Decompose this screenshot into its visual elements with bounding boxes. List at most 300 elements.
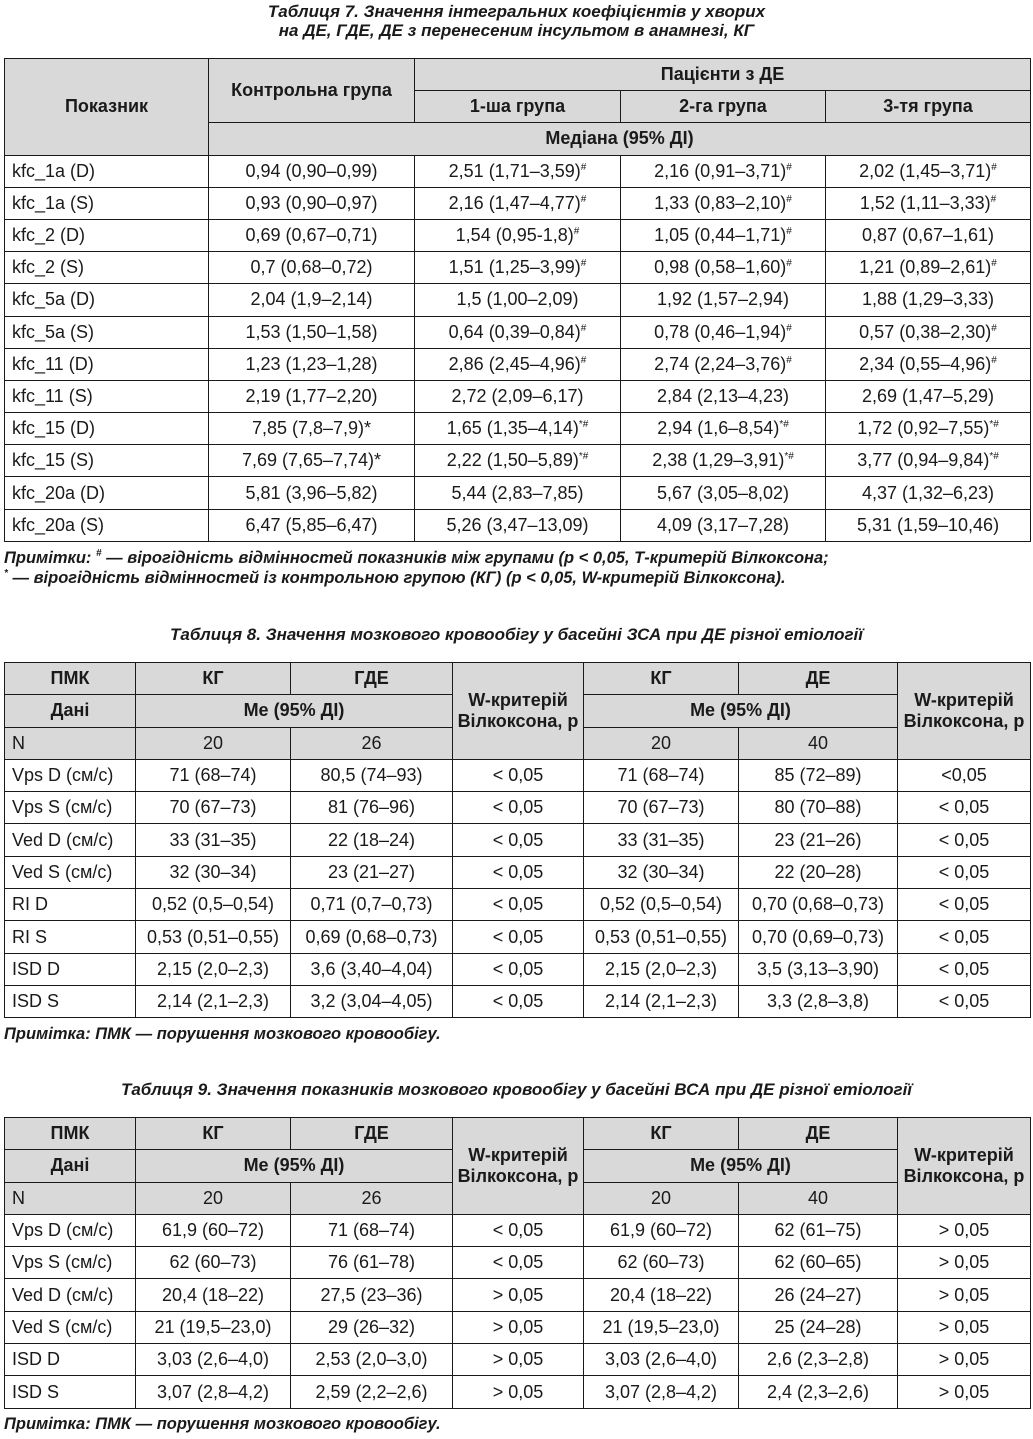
table-cell: 2,14 (2,1–2,3) bbox=[584, 985, 739, 1017]
n-kg: 20 bbox=[584, 727, 739, 759]
n-de: 40 bbox=[739, 1182, 898, 1214]
table-cell bbox=[826, 348, 1031, 380]
table-cell: < 0,05 bbox=[898, 953, 1031, 985]
row-label: RI D bbox=[5, 889, 136, 921]
cell-value: 1,92 (1,57–2,94) bbox=[656, 289, 790, 310]
significance-mark: # bbox=[580, 161, 587, 173]
cell-value: 4,37 (1,32–6,23) bbox=[861, 482, 995, 503]
cell-value: 0,69 (0,67–0,71) bbox=[245, 225, 378, 246]
table-cell bbox=[209, 509, 415, 541]
row-label: kfc_11 (S) bbox=[5, 380, 209, 412]
header-patients: Пацієнти з ДЕ bbox=[415, 59, 1031, 91]
table-cell: 62 (61–75) bbox=[739, 1214, 898, 1246]
table-cell bbox=[621, 252, 826, 284]
table-cell bbox=[415, 316, 621, 348]
table7-body bbox=[5, 155, 1031, 541]
cell-value: 0,78 (0,46–1,94) bbox=[654, 321, 787, 342]
table-cell bbox=[621, 413, 826, 445]
table-row bbox=[5, 889, 1031, 921]
cell-value: 2,34 (0,55–4,96) bbox=[859, 353, 992, 374]
table-cell: 3,03 (2,6–4,0) bbox=[136, 1344, 291, 1376]
significance-mark: # bbox=[573, 226, 580, 238]
cell-value: 2,69 (1,47–5,29) bbox=[861, 385, 995, 406]
table-cell: 27,5 (23–36) bbox=[291, 1279, 453, 1311]
table8-body bbox=[5, 759, 1031, 1017]
table-cell: 21 (19,5–23,0) bbox=[136, 1311, 291, 1343]
significance-mark: *# bbox=[779, 419, 789, 431]
table8-caption: Таблиця 8. Значення мозкового кровообігу у басейні ЗСА при ДЕ різної етіології bbox=[169, 625, 863, 644]
table-row bbox=[5, 1344, 1031, 1376]
table-cell bbox=[209, 252, 415, 284]
row-label: kfc_11 (D) bbox=[5, 348, 209, 380]
table-cell: 32 (30–34) bbox=[136, 856, 291, 888]
cell-value: 1,53 (1,50–1,58) bbox=[245, 321, 378, 342]
table8 bbox=[4, 662, 1031, 1018]
table-cell: 33 (31–35) bbox=[584, 824, 739, 856]
table-cell bbox=[209, 477, 415, 509]
table-cell bbox=[621, 187, 826, 219]
table-cell bbox=[415, 187, 621, 219]
table-cell: 23 (21–26) bbox=[739, 824, 898, 856]
header-dani: Дані bbox=[5, 695, 136, 727]
table-cell: 71 (68–74) bbox=[584, 759, 739, 791]
table-cell bbox=[209, 187, 415, 219]
row-label: ISD S bbox=[5, 985, 136, 1017]
table-row bbox=[5, 1376, 1031, 1408]
table-row bbox=[5, 1279, 1031, 1311]
cell-value: 3,77 (0,94–9,84) bbox=[857, 450, 990, 471]
header-wilcoxon: W-критерій Вілкоксона, р bbox=[453, 1118, 584, 1215]
table-row bbox=[5, 1247, 1031, 1279]
cell-value: 1,65 (1,35–4,14) bbox=[446, 418, 579, 439]
table-cell: 20,4 (18–22) bbox=[584, 1279, 739, 1311]
table-row bbox=[5, 985, 1031, 1017]
table-cell: < 0,05 bbox=[453, 1247, 584, 1279]
table-cell bbox=[209, 413, 415, 445]
header-gde: ГДЕ bbox=[291, 1118, 453, 1150]
table-row bbox=[5, 445, 1031, 477]
table-cell: < 0,05 bbox=[453, 792, 584, 824]
table-cell bbox=[415, 284, 621, 316]
note-symbol-star: * bbox=[4, 568, 8, 579]
table-row bbox=[5, 316, 1031, 348]
table7 bbox=[4, 58, 1031, 542]
table-cell: 22 (18–24) bbox=[291, 824, 453, 856]
table-cell: 0,53 (0,51–0,55) bbox=[136, 921, 291, 953]
row-label: Vps S (см/с) bbox=[5, 792, 136, 824]
table-cell bbox=[826, 252, 1031, 284]
table-cell: > 0,05 bbox=[898, 1311, 1031, 1343]
cell-value: 4,09 (3,17–7,28) bbox=[656, 514, 790, 535]
table-cell: > 0,05 bbox=[453, 1344, 584, 1376]
table7-note-line2 bbox=[4, 568, 1033, 588]
table-cell bbox=[621, 219, 826, 251]
table-cell bbox=[209, 380, 415, 412]
table-cell: 76 (61–78) bbox=[291, 1247, 453, 1279]
table8-header bbox=[5, 663, 1031, 760]
table-row bbox=[5, 921, 1031, 953]
table-cell: 71 (68–74) bbox=[291, 1214, 453, 1246]
table-cell: 0,70 (0,69–0,73) bbox=[739, 921, 898, 953]
table9-note: Примітка: ПМК — порушення мозкового кровообігу. bbox=[4, 1415, 441, 1433]
table-cell bbox=[209, 219, 415, 251]
table-cell bbox=[209, 445, 415, 477]
cell-value: 2,84 (2,13–4,23) bbox=[656, 385, 790, 406]
cell-value: 1,88 (1,29–3,33) bbox=[861, 289, 995, 310]
header-pmk: ПМК bbox=[5, 1118, 136, 1150]
cell-value: 2,04 (1,9–2,14) bbox=[250, 289, 373, 310]
table-cell bbox=[415, 509, 621, 541]
table-cell bbox=[826, 509, 1031, 541]
header-kg: КГ bbox=[584, 663, 739, 695]
cell-value: 2,74 (2,24–3,76) bbox=[654, 353, 787, 374]
cell-value: 2,94 (1,6–8,54) bbox=[657, 418, 780, 439]
cell-value: 2,22 (1,50–5,89) bbox=[446, 450, 579, 471]
header-de: ДЕ bbox=[739, 1118, 898, 1150]
header-kg: КГ bbox=[136, 1118, 291, 1150]
table-cell: 3,03 (2,6–4,0) bbox=[584, 1344, 739, 1376]
table-cell: <0,05 bbox=[898, 759, 1031, 791]
table-cell bbox=[621, 348, 826, 380]
cell-value: 5,67 (3,05–8,02) bbox=[656, 482, 790, 503]
table-cell: 0,53 (0,51–0,55) bbox=[584, 921, 739, 953]
table-cell bbox=[826, 380, 1031, 412]
table-cell: 3,3 (2,8–3,8) bbox=[739, 985, 898, 1017]
header-de: ДЕ bbox=[739, 663, 898, 695]
header-group2: 2-га група bbox=[621, 91, 826, 123]
table-cell bbox=[415, 413, 621, 445]
cell-value: 1,05 (0,44–1,71) bbox=[654, 225, 787, 246]
row-label: ISD D bbox=[5, 953, 136, 985]
cell-value: 1,51 (1,25–3,99) bbox=[448, 257, 581, 278]
significance-mark: *# bbox=[989, 451, 999, 463]
table-cell: 25 (24–28) bbox=[739, 1311, 898, 1343]
row-label: kfc_15 (D) bbox=[5, 413, 209, 445]
significance-mark: # bbox=[786, 226, 792, 238]
row-label: kfc_15 (S) bbox=[5, 445, 209, 477]
row-label: Ved S (см/с) bbox=[5, 1311, 136, 1343]
significance-mark: # bbox=[990, 193, 997, 205]
cell-value: 2,86 (2,45–4,96) bbox=[448, 353, 581, 374]
significance-mark: # bbox=[991, 322, 997, 334]
table-cell bbox=[415, 380, 621, 412]
n-kg: 20 bbox=[136, 1182, 291, 1214]
n-gde: 26 bbox=[291, 727, 453, 759]
row-label: kfc_5a (S) bbox=[5, 316, 209, 348]
row-label: Ved D (см/с) bbox=[5, 824, 136, 856]
significance-mark: # bbox=[786, 161, 792, 173]
significance-mark: # bbox=[580, 354, 587, 366]
note-text: — вірогідність відмінностей із контрольною групою (КГ) (р < 0,05, W-критерій Вілкоксона). bbox=[7, 569, 786, 587]
table-cell: > 0,05 bbox=[453, 1279, 584, 1311]
table-cell bbox=[209, 348, 415, 380]
table-cell bbox=[209, 316, 415, 348]
table-cell bbox=[826, 187, 1031, 219]
table-cell bbox=[826, 155, 1031, 187]
cell-value: 5,26 (3,47–13,09) bbox=[446, 514, 589, 535]
header-median-ci: Ме (95% ДІ) bbox=[136, 1150, 453, 1182]
n-gde: 26 bbox=[291, 1182, 453, 1214]
cell-value: 2,51 (1,71–3,59) bbox=[448, 160, 581, 181]
header-control-group: Контрольна група bbox=[209, 59, 415, 123]
table-row bbox=[5, 413, 1031, 445]
table-cell: 32 (30–34) bbox=[584, 856, 739, 888]
table-row bbox=[5, 509, 1031, 541]
table-cell: 0,70 (0,68–0,73) bbox=[739, 889, 898, 921]
row-label: Vps D (см/с) bbox=[5, 759, 136, 791]
table-cell: 3,2 (3,04–4,05) bbox=[291, 985, 453, 1017]
row-label: kfc_1a (S) bbox=[5, 187, 209, 219]
cell-value: 1,5 (1,00–2,09) bbox=[456, 289, 579, 310]
table-cell bbox=[415, 252, 621, 284]
table-cell: 70 (67–73) bbox=[584, 792, 739, 824]
cell-value: 7,85 (7,8–7,9)* bbox=[251, 418, 372, 439]
header-median: Медіана (95% ДІ) bbox=[209, 123, 1031, 155]
header-median-ci: Ме (95% ДІ) bbox=[136, 695, 453, 727]
table-cell bbox=[826, 316, 1031, 348]
significance-mark: # bbox=[580, 258, 587, 270]
table-row bbox=[5, 252, 1031, 284]
table-cell bbox=[621, 380, 826, 412]
table-cell: 0,71 (0,7–0,73) bbox=[291, 889, 453, 921]
cell-value: 2,16 (0,91–3,71) bbox=[654, 160, 787, 181]
cell-value: 0,57 (0,38–2,30) bbox=[859, 321, 992, 342]
row-label: RI S bbox=[5, 921, 136, 953]
header-indicator: Показник bbox=[5, 59, 209, 156]
table8-note: Примітка: ПМК — порушення мозкового кровообігу. bbox=[4, 1025, 441, 1043]
cell-value: 1,54 (0,95-1,8) bbox=[455, 225, 574, 246]
table-cell: > 0,05 bbox=[898, 1376, 1031, 1408]
table9-body bbox=[5, 1214, 1031, 1408]
table-row bbox=[5, 953, 1031, 985]
table-cell: > 0,05 bbox=[898, 1279, 1031, 1311]
header-gde: ГДЕ bbox=[291, 663, 453, 695]
table-row bbox=[5, 348, 1031, 380]
table-cell: 20,4 (18–22) bbox=[136, 1279, 291, 1311]
table-row bbox=[5, 477, 1031, 509]
table-row bbox=[5, 792, 1031, 824]
table7-caption-line2: на ДЕ, ГДЕ, ДЕ з перенесеним інсультом в анамнезі, КГ bbox=[278, 21, 755, 40]
note-text: — вірогідність відмінностей показників між групами (р < 0,05, Т-критерій Вілкоксона; bbox=[101, 549, 829, 567]
table-cell bbox=[415, 155, 621, 187]
table-cell: > 0,05 bbox=[898, 1214, 1031, 1246]
table-cell bbox=[209, 155, 415, 187]
table9-caption: Таблиця 9. Значення показників мозкового кровообігу у басейні ВСА при ДЕ різної етіології bbox=[120, 1080, 913, 1099]
table-cell: < 0,05 bbox=[453, 856, 584, 888]
table-cell: 2,53 (2,0–3,0) bbox=[291, 1344, 453, 1376]
table-cell bbox=[415, 445, 621, 477]
table-cell: 81 (76–96) bbox=[291, 792, 453, 824]
cell-value: 2,19 (1,77–2,20) bbox=[245, 385, 378, 406]
cell-value: 1,23 (1,23–1,28) bbox=[245, 353, 378, 374]
header-wilcoxon: W-критерій Вілкоксона, р bbox=[453, 663, 584, 760]
n-kg: 20 bbox=[136, 727, 291, 759]
table-cell: > 0,05 bbox=[898, 1344, 1031, 1376]
table7-caption bbox=[0, 2, 1033, 40]
cell-value: 0,64 (0,39–0,84) bbox=[448, 321, 581, 342]
table-cell: < 0,05 bbox=[898, 889, 1031, 921]
cell-value: 0,98 (0,58–1,60) bbox=[654, 257, 787, 278]
table-cell: 70 (67–73) bbox=[136, 792, 291, 824]
cell-value: 0,94 (0,90–0,99) bbox=[245, 160, 378, 181]
significance-mark: # bbox=[991, 354, 997, 366]
table-cell bbox=[209, 284, 415, 316]
header-wilcoxon: W-критерій Вілкоксона, р bbox=[898, 1118, 1031, 1215]
significance-mark: # bbox=[580, 193, 587, 205]
row-label: Ved S (см/с) bbox=[5, 856, 136, 888]
row-label: kfc_2 (D) bbox=[5, 219, 209, 251]
table-cell: 26 (24–27) bbox=[739, 1279, 898, 1311]
table-cell: > 0,05 bbox=[898, 1247, 1031, 1279]
table-row bbox=[5, 284, 1031, 316]
cell-value: 7,69 (7,65–7,74)* bbox=[241, 450, 382, 471]
table-cell: 61,9 (60–72) bbox=[136, 1214, 291, 1246]
table-cell: < 0,05 bbox=[453, 1214, 584, 1246]
table-cell bbox=[621, 509, 826, 541]
cell-value: 5,81 (3,96–5,82) bbox=[245, 482, 378, 503]
header-n: N bbox=[5, 1182, 136, 1214]
table-row bbox=[5, 219, 1031, 251]
table-cell: 3,07 (2,8–4,2) bbox=[136, 1376, 291, 1408]
header-dani: Дані bbox=[5, 1150, 136, 1182]
row-label: kfc_1a (D) bbox=[5, 155, 209, 187]
significance-mark: # bbox=[580, 322, 587, 334]
table-cell: 62 (60–65) bbox=[739, 1247, 898, 1279]
cell-value: 1,72 (0,92–7,55) bbox=[857, 418, 990, 439]
table-cell: < 0,05 bbox=[453, 889, 584, 921]
note-prefix: Примітки: bbox=[4, 549, 97, 567]
cell-value: 0,93 (0,90–0,97) bbox=[245, 192, 378, 213]
table-row bbox=[5, 187, 1031, 219]
cell-value: 2,02 (1,45–3,71) bbox=[859, 160, 992, 181]
table-cell: 2,59 (2,2–2,6) bbox=[291, 1376, 453, 1408]
table-cell bbox=[826, 445, 1031, 477]
table-cell bbox=[826, 219, 1031, 251]
table-cell: 2,4 (2,3–2,6) bbox=[739, 1376, 898, 1408]
table-cell bbox=[415, 219, 621, 251]
significance-mark: # bbox=[786, 322, 792, 334]
table-cell bbox=[826, 477, 1031, 509]
table-row bbox=[5, 824, 1031, 856]
table-cell bbox=[621, 155, 826, 187]
header-median-ci: Ме (95% ДІ) bbox=[584, 1150, 898, 1182]
cell-value: 1,52 (1,11–3,33) bbox=[859, 192, 991, 213]
table-cell bbox=[621, 477, 826, 509]
row-label: ISD S bbox=[5, 1376, 136, 1408]
header-group3: 3-тя група bbox=[826, 91, 1031, 123]
table-cell: > 0,05 bbox=[453, 1311, 584, 1343]
significance-mark: *# bbox=[989, 419, 999, 431]
n-kg: 20 bbox=[584, 1182, 739, 1214]
significance-mark: *# bbox=[578, 419, 589, 431]
row-label: kfc_5a (D) bbox=[5, 284, 209, 316]
row-label: kfc_20a (D) bbox=[5, 477, 209, 509]
table-cell bbox=[826, 284, 1031, 316]
table-cell: 62 (60–73) bbox=[584, 1247, 739, 1279]
table-cell: 80 (70–88) bbox=[739, 792, 898, 824]
cell-value: 6,47 (5,85–6,47) bbox=[245, 514, 378, 535]
cell-value: 1,33 (0,83–2,10) bbox=[654, 192, 787, 213]
table-cell: < 0,05 bbox=[898, 856, 1031, 888]
table-cell: < 0,05 bbox=[898, 792, 1031, 824]
significance-mark: # bbox=[786, 354, 792, 366]
table-cell: 33 (31–35) bbox=[136, 824, 291, 856]
table-cell: > 0,05 bbox=[453, 1376, 584, 1408]
table-cell: < 0,05 bbox=[898, 824, 1031, 856]
table-cell bbox=[621, 284, 826, 316]
table-cell: 0,52 (0,5–0,54) bbox=[136, 889, 291, 921]
significance-mark: # bbox=[991, 258, 997, 270]
table-cell: 61,9 (60–72) bbox=[584, 1214, 739, 1246]
header-pmk: ПМК bbox=[5, 663, 136, 695]
table-cell: < 0,05 bbox=[453, 921, 584, 953]
table-cell bbox=[621, 445, 826, 477]
table-cell: 2,15 (2,0–2,3) bbox=[584, 953, 739, 985]
table-cell: < 0,05 bbox=[453, 824, 584, 856]
table-cell: < 0,05 bbox=[898, 921, 1031, 953]
table-cell: 71 (68–74) bbox=[136, 759, 291, 791]
row-label: Ved D (см/с) bbox=[5, 1279, 136, 1311]
significance-mark: # bbox=[786, 258, 792, 270]
table-cell: 2,14 (2,1–2,3) bbox=[136, 985, 291, 1017]
header-n: N bbox=[5, 727, 136, 759]
table-cell bbox=[415, 348, 621, 380]
table-cell: 2,6 (2,3–2,8) bbox=[739, 1344, 898, 1376]
table-cell bbox=[826, 413, 1031, 445]
cell-value: 1,21 (0,89–2,61) bbox=[859, 257, 992, 278]
table-cell bbox=[621, 316, 826, 348]
table-cell: 0,69 (0,68–0,73) bbox=[291, 921, 453, 953]
significance-mark: # bbox=[786, 193, 792, 205]
table-cell bbox=[415, 477, 621, 509]
table-row bbox=[5, 759, 1031, 791]
row-label: Vps D (см/с) bbox=[5, 1214, 136, 1246]
significance-mark: # bbox=[991, 161, 997, 173]
table-cell: 0,52 (0,5–0,54) bbox=[584, 889, 739, 921]
table-cell: 29 (26–32) bbox=[291, 1311, 453, 1343]
table-cell: 22 (20–28) bbox=[739, 856, 898, 888]
table-cell: 85 (72–89) bbox=[739, 759, 898, 791]
table-cell: < 0,05 bbox=[453, 759, 584, 791]
table-cell: 23 (21–27) bbox=[291, 856, 453, 888]
header-median-ci: Ме (95% ДІ) bbox=[584, 695, 898, 727]
table-cell: 2,15 (2,0–2,3) bbox=[136, 953, 291, 985]
table-row bbox=[5, 380, 1031, 412]
table7-notes bbox=[0, 548, 1033, 588]
row-label: kfc_2 (S) bbox=[5, 252, 209, 284]
cell-value: 5,44 (2,83–7,85) bbox=[451, 482, 584, 503]
cell-value: 5,31 (1,59–10,46) bbox=[856, 514, 1000, 535]
table-row bbox=[5, 1311, 1031, 1343]
table-cell: 80,5 (74–93) bbox=[291, 759, 453, 791]
significance-mark: *# bbox=[784, 451, 794, 463]
row-label: ISD D bbox=[5, 1344, 136, 1376]
significance-mark: *# bbox=[578, 451, 589, 463]
table-cell: < 0,05 bbox=[898, 985, 1031, 1017]
cell-value: 0,7 (0,68–0,72) bbox=[250, 257, 373, 278]
table-row bbox=[5, 856, 1031, 888]
table-cell: 62 (60–73) bbox=[136, 1247, 291, 1279]
table-cell: 3,5 (3,13–3,90) bbox=[739, 953, 898, 985]
cell-value: 2,16 (1,47–4,77) bbox=[448, 192, 581, 213]
table-cell: 3,07 (2,8–4,2) bbox=[584, 1376, 739, 1408]
table-cell: 3,6 (3,40–4,04) bbox=[291, 953, 453, 985]
table-cell: < 0,05 bbox=[453, 953, 584, 985]
table-row bbox=[5, 1214, 1031, 1246]
note-symbol-hash: # bbox=[96, 548, 102, 559]
table-row bbox=[5, 155, 1031, 187]
table7-header bbox=[5, 59, 1031, 156]
